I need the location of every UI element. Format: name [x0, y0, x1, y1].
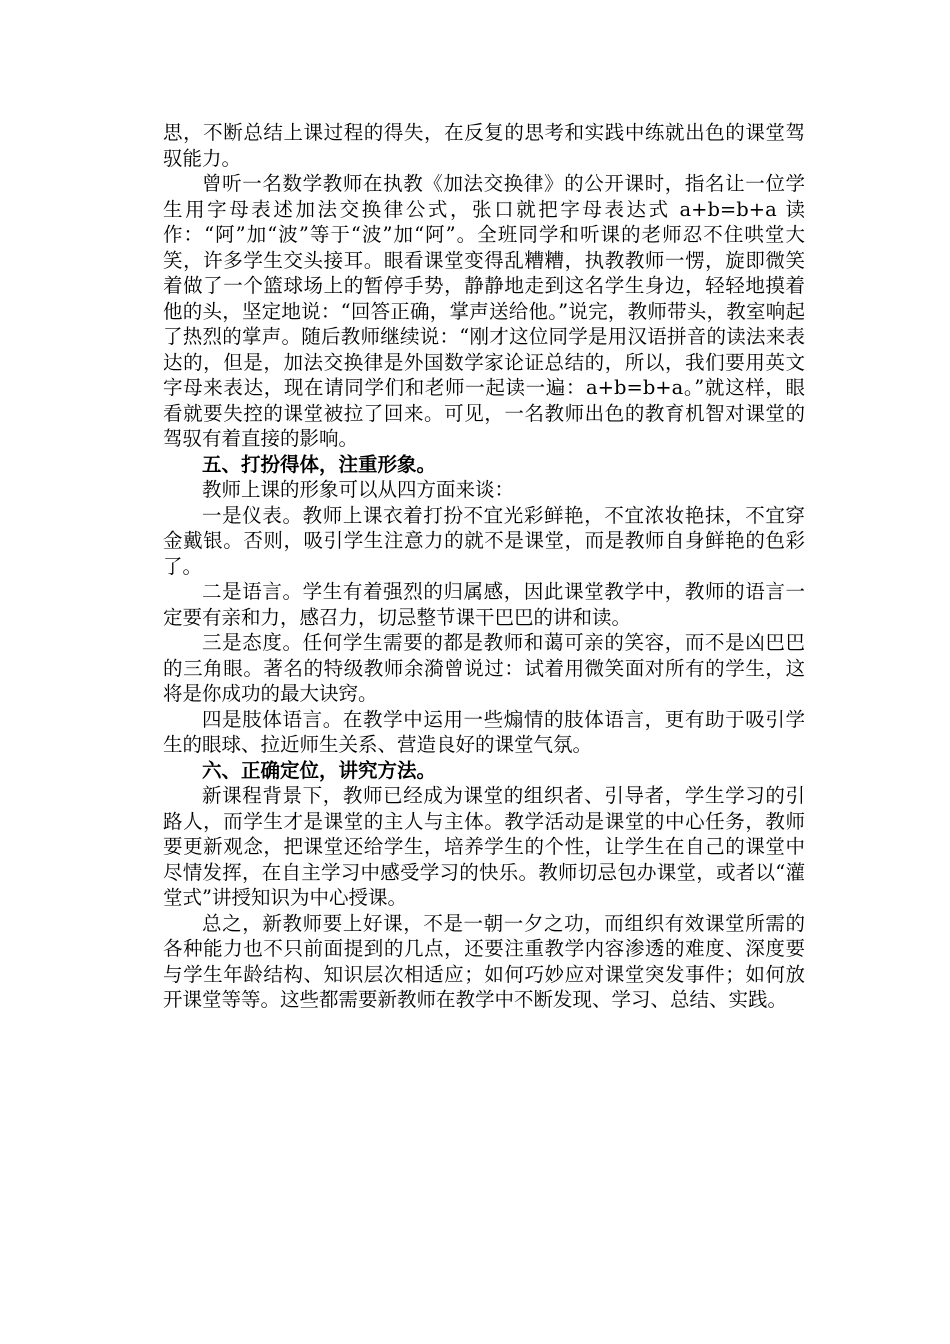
document-body: [163, 120, 805, 1013]
paragraph-continuation: 思，不断总结上课过程的得失，在反复的思考和实践中练就出色的课堂驾驭能力。: [163, 121, 805, 170]
paragraph-body-language: 四是肢体语言。在教学中运用一些煽情的肢体语言，更有助于吸引学生的眼球、拉近师生关系、营造良好的课堂气氛。: [163, 707, 805, 756]
paragraph-conclusion: 总之，新教师要上好课，不是一朝一夕之功，而组织有效课堂所需的各种能力也不只前面提到的几点，还要注重教学内容渗透的难度、深度要与学生年龄结构、知识层次相适应；如何巧妙应对课堂突发事件；如何放开课堂等等。这些都需要新教师在教学中不断发现、学习、总结、实践。: [163, 911, 805, 1011]
paragraph-image-intro: 教师上课的形象可以从四方面来谈：: [202, 478, 515, 501]
paragraph-language: 二是语言。学生有着强烈的归属感，因此课堂教学中，教师的语言一定要有亲和力，感召力，切忌整节课干巴巴的讲和读。: [163, 580, 805, 629]
paragraph-new-curriculum: 新课程背景下，教师已经成为课堂的组织者、引导者，学生学习的引路人，而学生才是课堂的主人与主体。教学活动是课堂的中心任务，教师要更新观念，把课堂还给学生，培养学生的个性，让学生在自己的课堂中尽情发挥，在自主学习中感受学习的快乐。教师切忌包办课堂，或者以“灌堂式”讲授知识为中心授课。: [163, 784, 805, 909]
paragraph-attitude: 三是态度。任何学生需要的都是教师和蔼可亲的笑容，而不是凶巴巴的三角眼。著名的特级教师余漪曾说过：试着用微笑面对所有的学生，这将是你成功的最大诀窍。: [163, 631, 805, 705]
section-heading-5: 五、打扮得体，注重形象。: [202, 452, 437, 476]
paragraph-math-teacher-anecdote: 曾听一名数学教师在执教《加法交换律》的公开课时，指名让一位学生用字母表述加法交换律公式，张口就把字母表达式 a+b=b+a 读作：“阿”加“波”等于“波”加“阿”。全班同学和听课的老师忍不住哄堂大笑，许多学生交头接耳。眼看课堂变得乱糟糟，执教教师一愣，旋即微笑着做了一个篮球场上的暂停手势，静静地走到这名学生身边，轻轻地摸着他的头，坚定地说：“回答正确，掌声送给他。”说完，教师带头，教室响起了热烈的掌声。随后教师继续说：“刚才这位同学是用汉语拼音的读法来表达的，但是，加法交换律是外国数学家论证总结的，所以，我们要用英文字母来表达，现在请同学们和老师一起读一遍：a+b=b+a。”就这样，眼看就要失控的课堂被拉了回来。可见，一名教师出色的教育机智对课堂的驾驭有着直接的影响。: [163, 172, 805, 450]
section-heading-6: 六、正确定位，讲究方法。: [202, 758, 437, 782]
paragraph-appearance: 一是仪表。教师上课衣着打扮不宜光彩鲜艳，不宜浓妆艳抹，不宜穿金戴银。否则，吸引学生注意力的就不是课堂，而是教师自身鲜艳的色彩了。: [163, 503, 805, 578]
